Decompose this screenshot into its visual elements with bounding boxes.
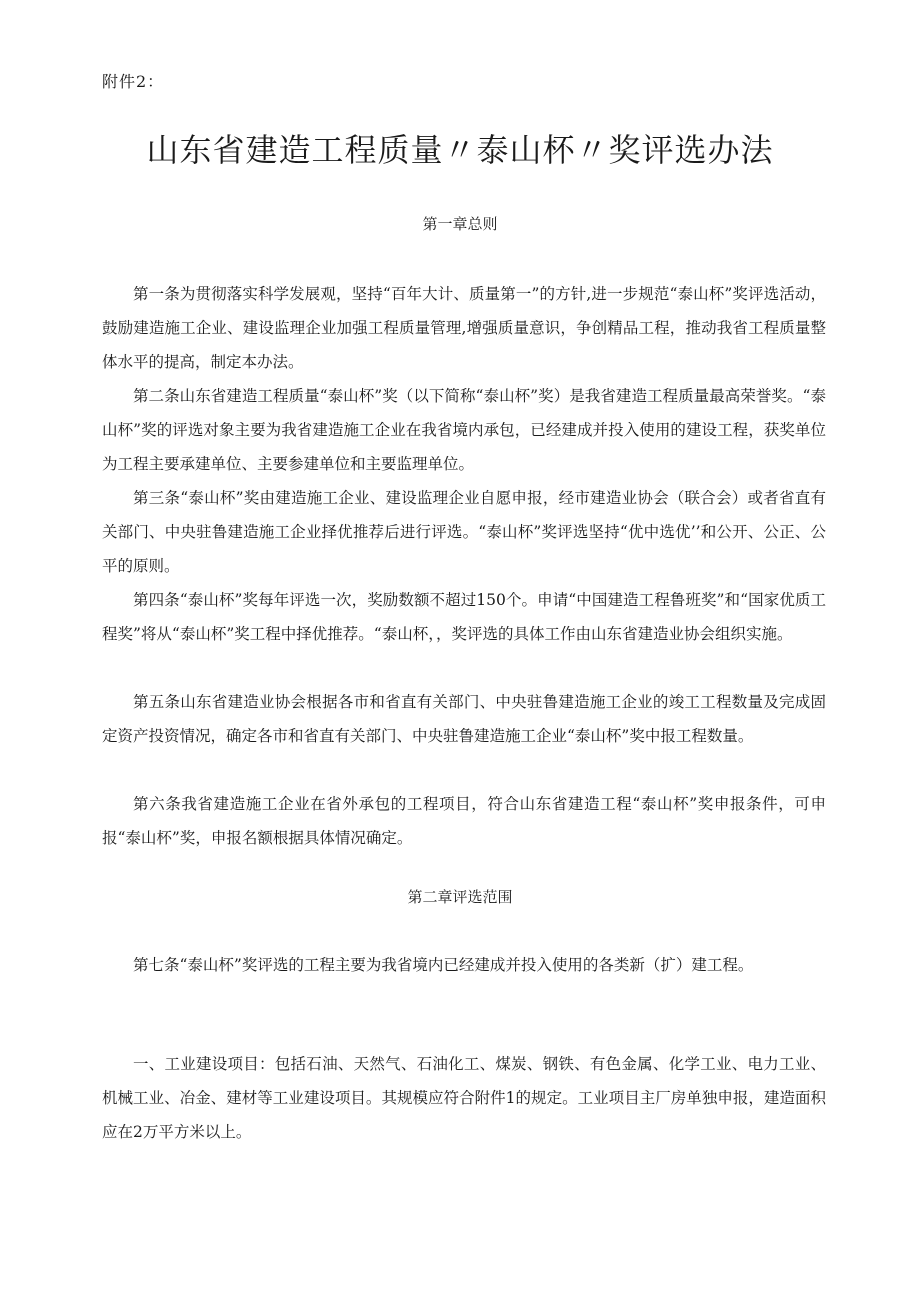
article-6: 第六条我省建造施工企业在省外承包的工程项目，符合山东省建造工程“泰山杯”奖申报条件，可申报“泰山杯”奖，申报名额根据具体情况确定。 [102,795,826,847]
chapter-2-heading: 第二章评选范围 [407,888,513,906]
chapter-1-heading: 第一章总则 [422,215,498,233]
article-4: 第四条“泰山杯”奖每年评选一次，奖励数额不超过150个。申请“中国建造工程鲁班奖”和“国家优质工程奖”将从“泰山杯”奖工程中择优推荐。“泰山杯，，奖评选的具体工作由山东省建造业协会组织实施。 [102,591,826,643]
article-7: 第七条“泰山杯”奖评选的工程主要为我省境内已经建成并投入使用的各类新（扩）建工程。 [133,956,754,974]
attachment-label: 附件2： [102,72,165,91]
article-5: 第五条山东省建造业协会根据各市和省直有关部门、中央驻鲁建造施工企业的竣工工程数量及完成固定资产投资情况，确定各市和省直有关部门、中央驻鲁建造施工企业“泰山杯”奖中报工程数量。 [102,693,826,745]
article-2: 第二条山东省建造工程质量“泰山杯”奖（以下简称“泰山杯”奖）是我省建造工程质量最高荣誉奖。“泰山杯”奖的评选对象主要为我省建造施工企业在我省境内承包，已经建成并投入使用的建设工程，获奖单位为工程主要承建单位、主要参建单位和主要监理单位。 [102,387,826,473]
article-3: 第三条“泰山杯”奖由建造施工企业、建设监理企业自愿申报，经市建造业协会（联合会）或者省直有关部门、中央驻鲁建造施工企业择优推荐后进行评选。“泰山杯”奖评选坚持“优中选优’’和公开、公正、公平的原则。 [102,489,826,575]
document-title: 山东省建造工程质量〃泰山杯〃奖评选办法 [146,131,774,169]
clause-1-industrial: 一、工业建设项目：包括石油、天然气、石油化工、煤炭、钢铁、有色金属、化学工业、电力工业、机械工业、冶金、建材等工业建设项目。其规模应符合附件1的规定。工业项目主厂房单独申报，建造面积应在2万平方米以上。 [102,1055,826,1141]
article-1: 第一条为贯彻落实科学发展观，坚持“百年大计、质量第一”的方针,进一步规范“泰山杯”奖评选活动，鼓励建造施工企业、建设监理企业加强工程质量管理,增强质量意识，争创精品工程，推动我省工程质量整体水平的提高，制定本办法。 [102,285,826,371]
